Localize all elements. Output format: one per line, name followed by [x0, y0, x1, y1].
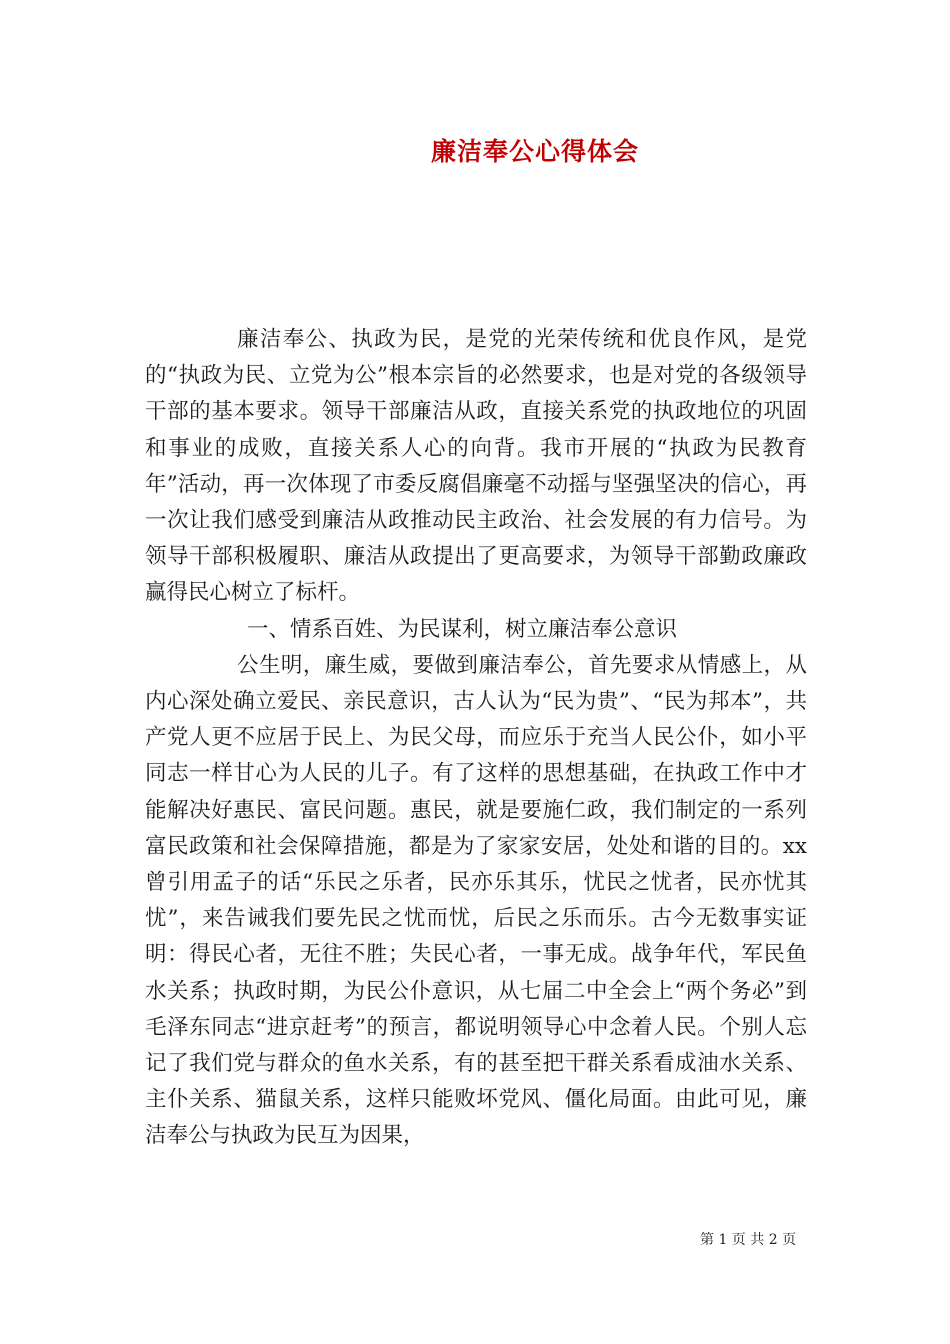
document-body — [145, 322, 807, 1155]
section-1-paragraph: 公生明，廉生威，要做到廉洁奉公，首先要求从情感上，从内心深处确立爱民、亲民意识，古人认为“民为贵”、“民为邦本”，共产党人更不应居于民上、为民父母，而应乐于充当人民公仆，如小平同志一样甘心为人民的儿子。有了这样的思想基础，在执政工作中才能解决好惠民、富民问题。惠民，就是要施仁政，我们制定的一系列富民政策和社会保障措施，都是为了家家安居，处处和谐的目的。xx曾引用孟子的话“乐民之乐者，民亦乐其乐，忧民之忧者，民亦忧其忧”，来告诫我们要先民之忧而忧，后民之乐而乐。古今无数事实证明：得民心者，无往不胜；失民心者，一事无成。战争年代，军民鱼水关系；执政时期，为民公仆意识，从七届二中全会上“两个务必”到毛泽东同志“进京赶考”的预言，都说明领导心中念着人民。个别人忘记了我们党与群众的鱼水关系，有的甚至把干群关系看成油水关系、主仆关系、猫鼠关系，这样只能败坏党风、僵化局面。由此可见，廉洁奉公与执政为民互为因果， — [145, 652, 807, 1149]
intro-paragraph: 廉洁奉公、执政为民，是党的光荣传统和优良作风，是党的“执政为民、立党为公”根本宗旨的必然要求，也是对党的各级领导干部的基本要求。领导干部廉洁从政，直接关系党的执政地位的巩固和事业的成败，直接关系人心的向背。我市开展的“执政为民教育年”活动，再一次体现了市委反腐倡廉毫不动摇与坚强坚决的信心，再一次让我们感受到廉洁从政推动民主政治、社会发展的有力信号。为领导干部积极履职、廉洁从政提出了更高要求，为领导干部勤政廉政赢得民心树立了标杆。 — [145, 327, 807, 606]
section-heading-1: 一、情系百姓、为民谋利，树立廉洁奉公意识 — [247, 616, 678, 642]
document-title: 廉洁奉公心得体会 — [430, 137, 639, 166]
page-number: 第 1 页 共 2 页 — [700, 1232, 797, 1248]
